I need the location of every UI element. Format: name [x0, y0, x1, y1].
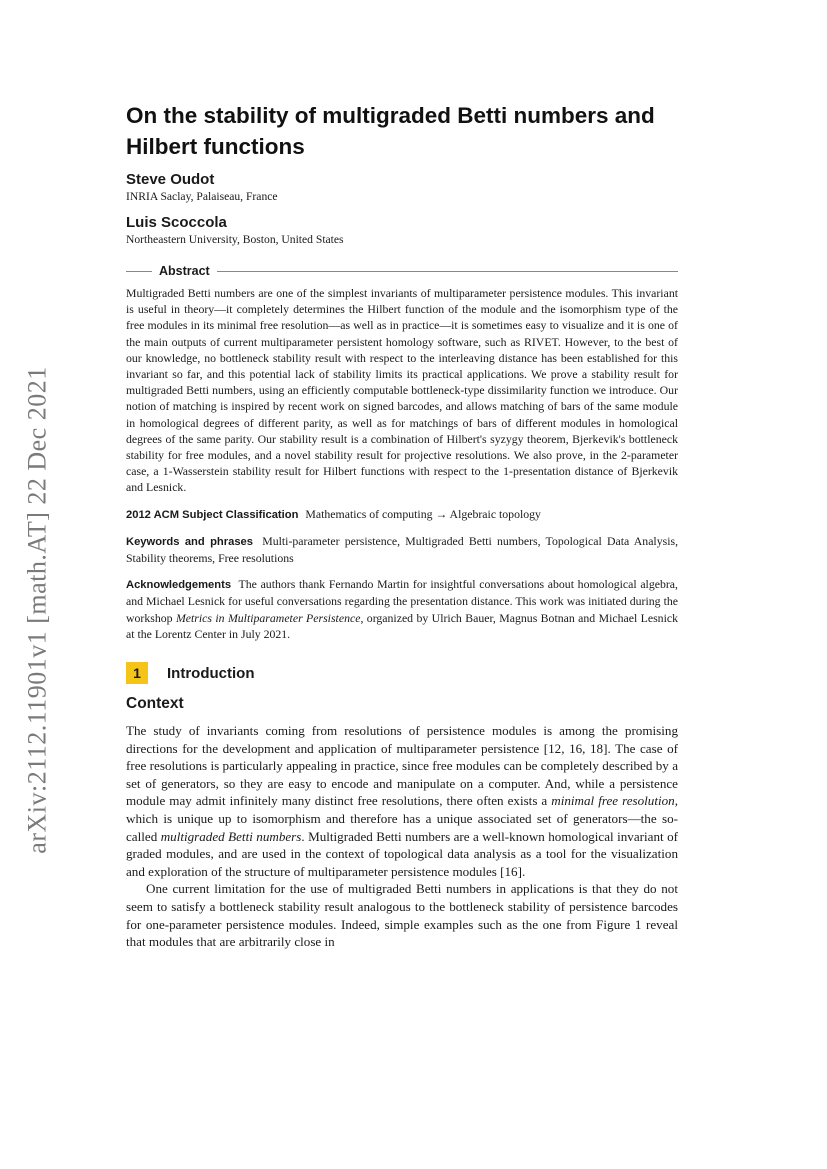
author-block-1 — [126, 171, 678, 205]
arxiv-stamp-text: arXiv:2112.11901v1 [math.AT] 22 Dec 2021 — [23, 366, 52, 854]
section-title: Introduction — [167, 664, 255, 682]
paragraph-text: , which is unique up to isomorphism and therefore has a unique associated set of generators—the so-called — [126, 793, 678, 844]
subsection-heading: Context — [126, 695, 184, 713]
divider — [126, 271, 152, 272]
section-heading — [126, 662, 678, 684]
abstract-text: Multigraded Betti numbers are one of the simplest invariants of multiparameter persistence modules. This invariant is useful in theory—it completely determines the Hilbert function of the module and the isomorphism type of the free modules in its minimal free resolution—as well as in practice—it is sometimes easy to visualize and it is one of the main outputs of current multiparameter persistent homology software, such as RIVET. However, to the best of our knowledge, no bottleneck stability result with respect to the interleaving distance has been established for this invariant so far, and this potential lack of stability limits its practical applications. We prove a stability result for multigraded Betti numbers, using an efficiently computable bottleneck-type dissimilarity function we introduce. Our notion of matching is inspired by recent work on signed barcodes, and allows matching of bars of the same module in homological degrees of different parity, as well as for matchings of bars of different modules in homological degrees of the same parity. Our stability result is a combination of Hilbert's syzygy theorem, Bjerkevik's bottleneck stability for free modules, and a novel stability result for projective resolutions. We also prove, in the 2-parameter case, a 1-Wasserstein stability result for Hilbert functions with respect to the 1-presentation distance of Bjerkevik and Lesnick. — [126, 286, 678, 495]
arxiv-stamp — [18, 350, 58, 870]
author-affiliation: INRIA Saclay, Palaiseau, France — [126, 190, 278, 203]
abstract-label: Abstract — [159, 264, 210, 278]
author-name: Luis Scoccola — [126, 214, 227, 231]
section-number: 1 — [126, 662, 148, 684]
acknowledgements-text-end: , organized by Ulrich Bauer, Magnus Botnan and Michael Lesnick at the Lorentz Center in July 2021. — [126, 610, 678, 641]
paper-title: On the stability of multigraded Betti numbers and Hilbert functions — [126, 103, 655, 159]
workshop-name: Metrics in Multiparameter Persistence — [175, 610, 361, 625]
acm-classification-value: Mathematics of computing → Algebraic topology — [305, 506, 541, 521]
acknowledgements-label: Acknowledgements — [126, 579, 232, 592]
acknowledgements-text: The authors thank Fernando Martin for insightful conversations about homological algebra, and Michael Lesnick for useful conversations regarding the presentation distance. This work was initiated during the workshop — [126, 577, 678, 625]
acm-classification — [126, 506, 678, 523]
author-name: Steve Oudot — [126, 171, 215, 188]
author-affiliation: Northeastern University, Boston, United States — [126, 233, 344, 246]
emphasis-term: minimal free resolution — [551, 793, 675, 809]
keywords-value: Multi-parameter persistence, Multigraded Betti numbers, Topological Data Analysis, Stability theorems, Free resolutions — [126, 533, 679, 566]
paragraph-text: The study of invariants coming from resolutions of persistence modules is among the promising directions for the development and application of multiparameter persistence [12, 16, 18]. The case of free resolutions is particularly appealing in practice, since free modules can be completely described by a set of generators, so they are easy to encode and manipulate on a computer. And, while a persistence module may admit infinitely many distinct free resolutions, there often exists a — [126, 723, 678, 809]
body-paragraph: One current limitation for the use of multigraded Betti numbers in applications is that they do not seem to satisfy a bottleneck stability result analogous to the bottleneck stability of persistence barcodes for one-parameter persistence modules. Indeed, simple examples such as the one from Figure 1 reveal that modules that are arbitrarily close in — [126, 881, 678, 950]
paper-page — [126, 100, 678, 951]
body-paragraph — [126, 722, 678, 880]
keywords — [126, 533, 678, 566]
acknowledgements — [126, 576, 678, 642]
keywords-label: Keywords and phrases — [126, 535, 254, 548]
paragraph-text: . Multigraded Betti numbers are a well-known homological invariant of graded modules, and are used in the context of topological data analysis as a tool for the visualization and exploration of the structure of multiparameter persistence modules [16]. — [126, 828, 678, 879]
emphasis-term: multigraded Betti numbers — [160, 828, 302, 844]
divider — [217, 271, 678, 272]
author-block-2 — [126, 214, 678, 248]
acm-classification-label: 2012 ACM Subject Classification — [126, 508, 299, 521]
abstract-header — [126, 262, 678, 280]
